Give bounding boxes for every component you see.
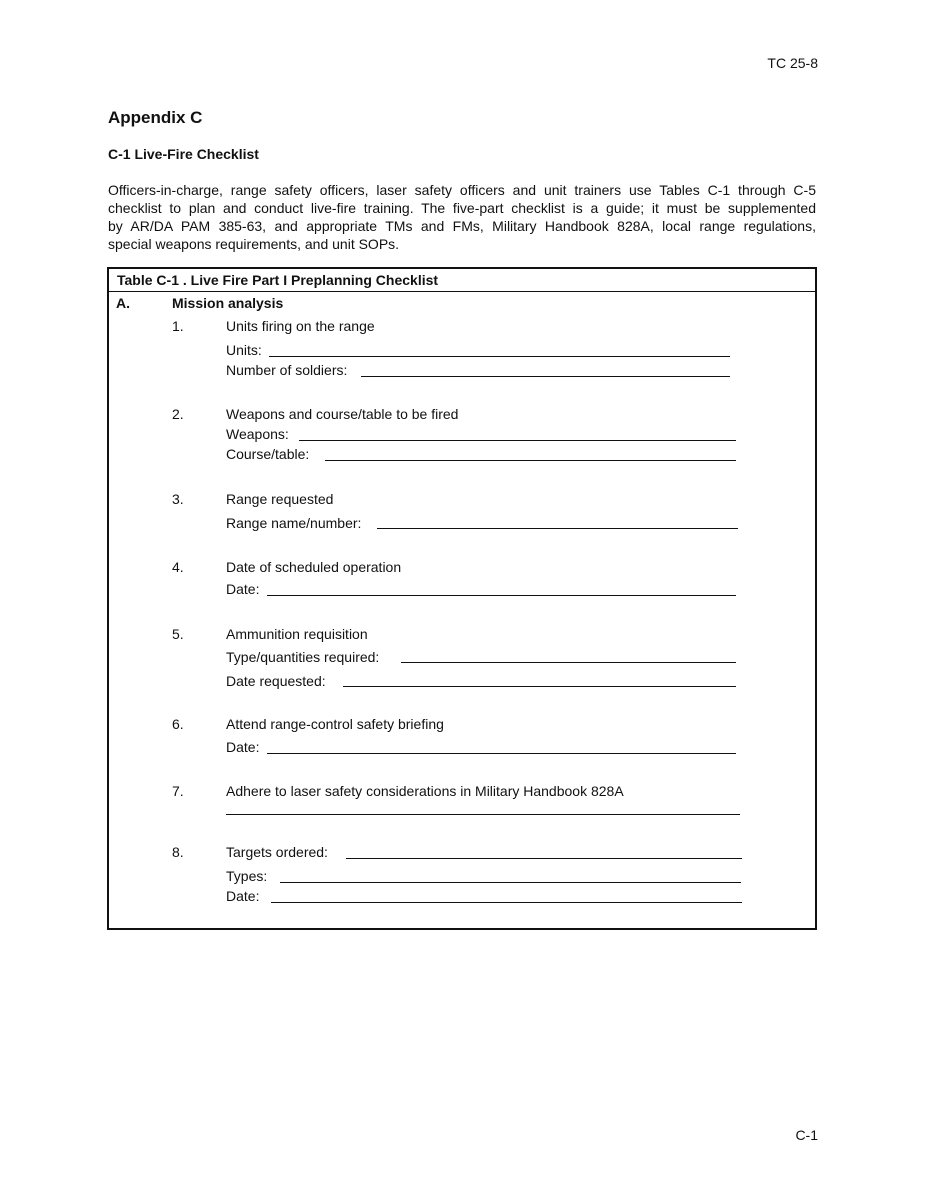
field-label-date: Date: [226, 888, 260, 904]
item-number: 8. [172, 844, 184, 860]
field-label-weapons: Weapons: [226, 426, 289, 442]
types-input-line[interactable] [280, 882, 741, 883]
targets-ordered-input-line[interactable] [346, 858, 742, 859]
item-number: 1. [172, 318, 184, 334]
item-number: 2. [172, 406, 184, 422]
field-label-date: Date: [226, 739, 260, 755]
operation-date-input-line[interactable] [267, 595, 736, 596]
item-text: Attend range-control safety briefing [226, 716, 444, 732]
field-label-types: Types: [226, 868, 268, 884]
section-name: Mission analysis [172, 295, 284, 311]
item-text: Units firing on the range [226, 318, 375, 334]
section-letter: A. [116, 295, 130, 311]
intro-paragraph [108, 181, 816, 253]
item-number: 6. [172, 716, 184, 732]
laser-safety-input-line[interactable] [226, 814, 740, 815]
field-label-date: Date: [226, 581, 260, 597]
weapons-input-line[interactable] [299, 440, 736, 441]
targets-date-input-line[interactable] [271, 902, 742, 903]
page-number: C-1 [795, 1127, 818, 1143]
item-text: Date of scheduled operation [226, 559, 402, 575]
intro-line: Officers-in-charge, range safety officers, laser safety officers and unit trainers use Tables C-1 through C-5 [108, 182, 816, 198]
type-quantities-input-line[interactable] [401, 662, 736, 663]
checklist-table [107, 267, 817, 930]
field-label-number-of-soldiers: Number of soldiers: [226, 362, 348, 378]
date-requested-input-line[interactable] [343, 686, 736, 687]
document-id: TC 25-8 [767, 55, 818, 71]
intro-line: by AR/DA PAM 385-63, and appropriate TMs and FMs, Military Handbook 828A, local range regulations, [108, 218, 816, 234]
item-number: 7. [172, 783, 184, 799]
appendix-title: Appendix C [108, 108, 203, 127]
field-label-units: Units: [226, 342, 262, 358]
section-title: C-1 Live-Fire Checklist [108, 146, 259, 162]
item-text: Weapons and course/table to be fired [226, 406, 459, 422]
course-table-input-line[interactable] [325, 460, 736, 461]
item-text: Range requested [226, 491, 334, 507]
number-of-soldiers-input-line[interactable] [361, 376, 730, 377]
table-title: Table C-1 . Live Fire Part I Preplanning Checklist [117, 272, 439, 288]
field-label-date-requested: Date requested: [226, 673, 326, 689]
item-text: Targets ordered: [226, 844, 328, 860]
briefing-date-input-line[interactable] [267, 753, 736, 754]
item-text: Adhere to laser safety considerations in Military Handbook 828A [226, 783, 624, 799]
field-label-course-table: Course/table: [226, 446, 310, 462]
item-number: 4. [172, 559, 184, 575]
field-label-range-name: Range name/number: [226, 515, 362, 531]
range-name-input-line[interactable] [377, 528, 738, 529]
item-text: Ammunition requisition [226, 626, 368, 642]
intro-line: special weapons requirements, and unit SOPs. [108, 236, 400, 252]
units-input-line[interactable] [269, 356, 730, 357]
item-number: 3. [172, 491, 184, 507]
intro-line: checklist to plan and conduct live-fire training. The five-part checklist is a guide; it must be supplemented [108, 200, 816, 216]
item-number: 5. [172, 626, 184, 642]
field-label-type-quantities: Type/quantities required: [226, 649, 380, 665]
table-header [109, 269, 815, 292]
